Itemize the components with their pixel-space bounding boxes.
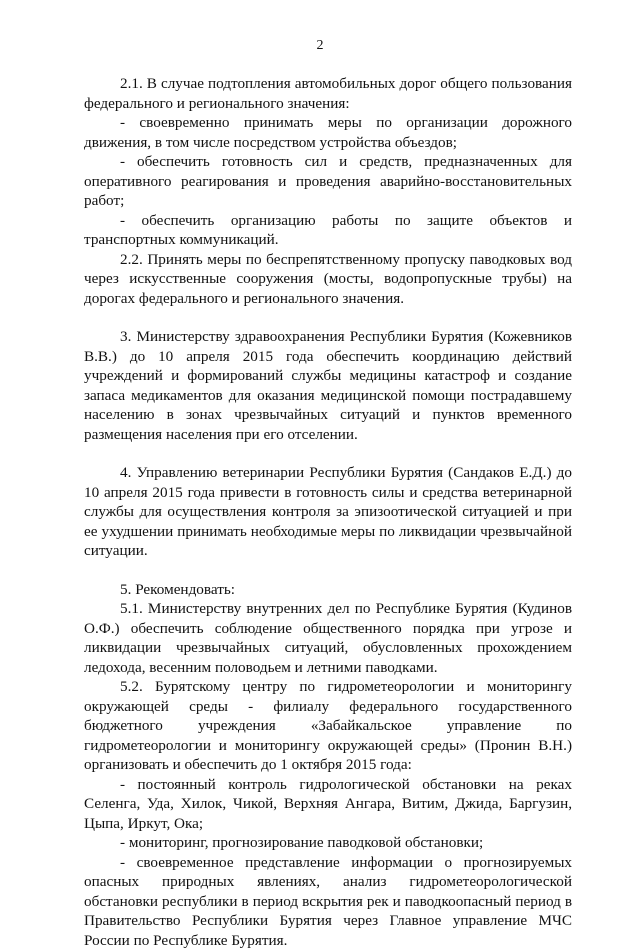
paragraph-5-2-item-2: - мониторинг, прогнозирование паводковой обстановки; (84, 833, 572, 853)
paragraph-5-2: 5.2. Бурятскому центру по гидрометеорологии и мониторингу окружающей среды - филиалу федерального государственного бюджетного учреждения «Забайкальское управление по гидрометеорологии и мониторингу окружающей среды» (Пронин В.Н.) организовать и обеспечить до 1 октября 2015 года: (84, 677, 572, 775)
paragraph-2-1-item-2: - обеспечить готовность сил и средств, предназначенных для оперативного реагирования и проведения аварийно-восстановительных работ; (84, 152, 572, 211)
paragraph-2-1-item-1: - своевременно принимать меры по организации дорожного движения, в том числе посредством устройства объездов; (84, 113, 572, 152)
paragraph-5-1: 5.1. Министерству внутренних дел по Республике Бурятия (Кудинов О.Ф.) обеспечить соблюдение общественного порядка при угрозе и ликвидации чрезвычайных ситуаций, обусловленных прохождением ледохода, весенним половодьем и летними паводками. (84, 599, 572, 677)
document-body (84, 74, 572, 950)
paragraph-5-2-item-3: - своевременное представление информации о прогнозируемых опасных природных явлениях, анализ гидрометеорологической обстановки республики в период вскрытия рек и паводкоопасный период в Правительство Республики Бурятия через Главное управление МЧС России по Республике Бурятия. (84, 853, 572, 950)
spacer (84, 308, 572, 327)
page-number: 2 (0, 36, 640, 56)
paragraph-5: 5. Рекомендовать: (84, 580, 572, 600)
paragraph-2-2: 2.2. Принять меры по беспрепятственному пропуску паводковых вод через искусственные сооружения (мосты, водопропускные трубы) на дорогах федерального и регионального значения. (84, 250, 572, 309)
paragraph-2-1: 2.1. В случае подтопления автомобильных дорог общего пользования федерального и регионального значения: (84, 74, 572, 113)
spacer (84, 444, 572, 463)
paragraph-5-2-item-1: - постоянный контроль гидрологической обстановки на реках Селенга, Уда, Хилок, Чикой, Верхняя Ангара, Витим, Джида, Баргузин, Цыпа, Иркут, Ока; (84, 775, 572, 834)
paragraph-4: 4. Управлению ветеринарии Республики Бурятия (Сандаков Е.Д.) до 10 апреля 2015 года привести в готовность силы и средства ветеринарной службы для осуществления контроля за эпизоотической ситуацией и при ее ухудшении принимать необходимые меры по ликвидации чрезвычайной ситуации. (84, 463, 572, 561)
spacer (84, 561, 572, 580)
paragraph-3: 3. Министерству здравоохранения Республики Бурятия (Кожевников В.В.) до 10 апреля 2015 года обеспечить координацию действий учреждений и формирований службы медицины катастроф и создание запаса медикаментов для оказания медицинской помощи пострадавшему населению в зонах чрезвычайных ситуаций и пунктов временного размещения населения при его отселении. (84, 327, 572, 444)
paragraph-2-1-item-3: - обеспечить организацию работы по защите объектов и транспортных коммуникаций. (84, 211, 572, 250)
